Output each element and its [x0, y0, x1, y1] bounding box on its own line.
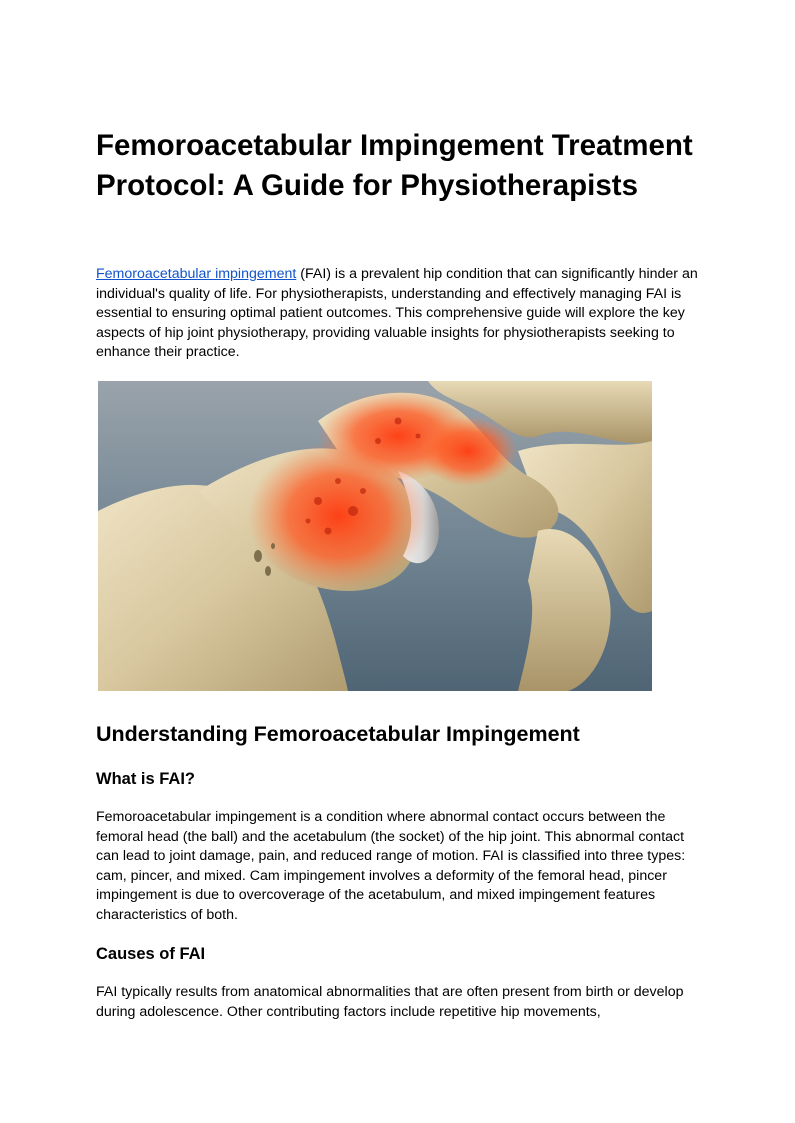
- intro-text: (FAI) is a prevalent hip condition that can significantly hinder an individual's quality of life. For physiotherapists, understanding and effectively managing FAI is essential to ensuring optimal patient outcomes. This comprehensive guide will explore the key aspects of hip joint physiotherapy, providing valuable insights for physiotherapists seeking to enhance their practice.: [96, 266, 698, 361]
- causes-of-fai-paragraph: FAI typically results from anatomical abnormalities that are often present from birth or develop during adolescence. Other contributing factors include repetitive hip movements,: [96, 984, 684, 1020]
- intro-paragraph: [96, 265, 706, 363]
- what-is-fai-heading: What is FAI?: [96, 770, 195, 788]
- what-is-fai-paragraph: Femoroacetabular impingement is a condition where abnormal contact occurs between the femoral head (the ball) and the acetabulum (the socket) of the hip joint. This abnormal contact can lead to joint damage, pain, and reduced range of motion. FAI is classified into three types: cam, pincer, and mixed. Cam impingement involves a deformity of the femoral head, pincer impingement is due to overcoverage of the acetabulum, and mixed impingement features characteristics of both.: [96, 809, 686, 923]
- fai-link[interactable]: Femoroacetabular impingement: [96, 266, 297, 282]
- hip-joint-illustration: [98, 381, 652, 691]
- section-heading: Understanding Femoroacetabular Impingement: [96, 722, 580, 746]
- page-title: Femoroacetabular Impingement Treatment Protocol: A Guide for Physiotherapists: [96, 129, 693, 202]
- causes-of-fai-heading: Causes of FAI: [96, 945, 206, 963]
